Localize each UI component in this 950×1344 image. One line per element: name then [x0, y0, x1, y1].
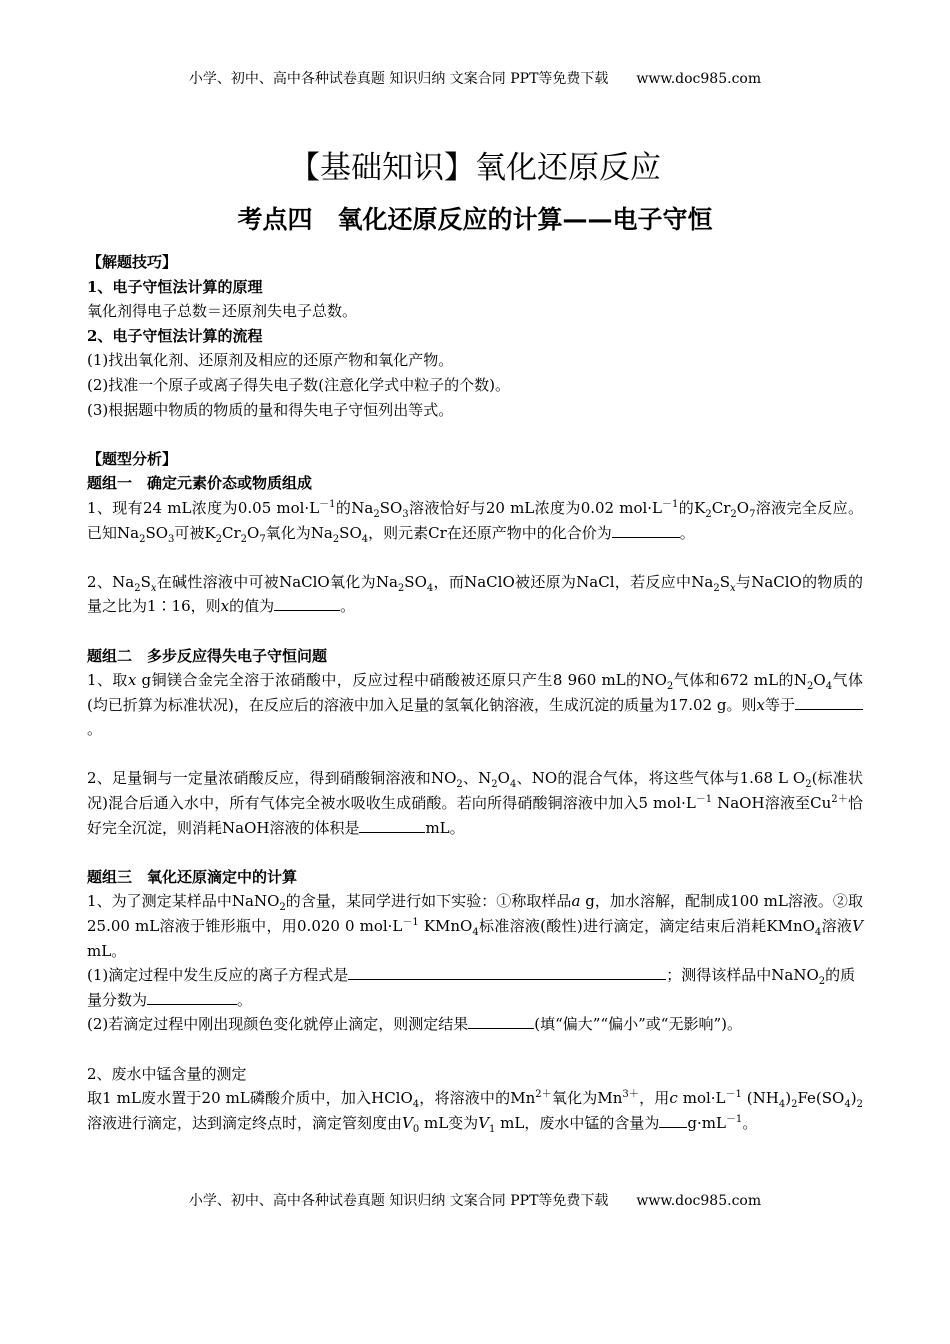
answer-blank[interactable] — [659, 1111, 687, 1128]
answer-blank[interactable] — [468, 1012, 534, 1029]
g3-q1-part1: (1)滴定过程中发生反应的离子方程式是 ；测得该样品中NaNO$_2$的质量分数为 。 — [87, 963, 863, 1012]
g3-question2: 取1 mL废水置于20 mL磷酸介质中，加入HClO$_4$，将溶液中的$Mn^{2+}$氧化为$Mn^{3+}$，用c $mol\cdot L^{-1}$ $(NH_4)_2Fe(SO_4)_2$溶液进行滴定，达到滴定终点时，滴定管刻度由$V_0$ mL变为$V_1$ mL，废水中锰的含量为 $g\cdot mL^{-1}$。 — [87, 1089, 863, 1135]
tips-step: (3)根据题中物质的物质的量和得失电子守恒列出等式。 — [87, 400, 454, 419]
g2-question1: 1、取x g铜镁合金完全溶于浓硝酸中，反应过程中硝酸被还原只产生8 960 mL的$NO_2$气体和672 mL的$N_2O_4$气体(均已折算为标准状况)，在反应后的溶液中加入足量的氢氧化钠溶液，生成沉淀的质量为17.02 g。则x等于。 — [87, 671, 863, 739]
answer-blank[interactable] — [147, 988, 237, 1005]
page-subtitle: 考点四 氧化还原反应的计算——电子守恒 — [237, 205, 713, 234]
g1-question2: 2、$Na_2S_x$在碱性溶液中可被NaClO氧化为$Na_2SO_4$，而NaClO被还原为NaCl，若反应中$Na_2S_x$与NaClO的物质的量之比为1∶16，则x的值为 。 — [87, 572, 863, 616]
page-header — [0, 68, 950, 88]
answer-blank[interactable] — [612, 521, 680, 538]
page-footer — [0, 1190, 950, 1210]
group3-title: 题组三 氧化还原滴定中的计算 — [87, 867, 298, 886]
answer-blank[interactable] — [274, 594, 340, 611]
header-site[interactable]: www.doc985.com — [636, 71, 762, 87]
answer-blank[interactable] — [348, 963, 666, 980]
tips-step: (2)找准一个原子或离子得失电子数(注意化学式中粒子的个数)。 — [87, 375, 510, 394]
g2-question2: 2、足量铜与一定量浓硝酸反应，得到硝酸铜溶液和$NO_2$、$N_2O_4$、NO的混合气体，将这些气体与1.68 L $O_2$(标准状况)混合后通入水中，所有气体完全被水吸收生成硝酸。若向所得硝酸铜溶液中加入5 $mol\cdot L^{-1}$ NaOH溶液至$Cu^{2+}$恰好完全沉淀，则消耗NaOH溶液的体积是 mL。 — [87, 769, 864, 837]
tips-section2-title: 2、电子守恒法计算的流程 — [87, 326, 263, 345]
tips-section1-title: 1、电子守恒法计算的原理 — [87, 277, 263, 296]
tips-heading: 【解题技巧】 — [87, 253, 178, 271]
tips-section1-text: 氧化剂得电子总数＝还原剂失电子总数。 — [87, 302, 358, 321]
footer-text: 小学、初中、高中各种试卷真题 知识归纳 文案合同 PPT等免费下载 — [188, 1193, 609, 1209]
g3-question2-title: 2、废水中锰含量的测定 — [87, 1064, 247, 1083]
page-title: 【基础知识】氧化还原反应 — [289, 150, 661, 186]
g3-question1: 1、为了测定某样品中NaNO$_2$的含量，某同学进行如下实验：①称取样品a g，加水溶解，配制成100 mL溶液。②取25.00 mL溶液于锥形瓶中，用0.020 0 $mol\cdot L^{-1}$ KMnO$_4$标准溶液(酸性)进行滴定，滴定结束后消耗KMnO$_4$溶液V mL。 — [87, 892, 863, 960]
g3-q1-part2: (2)若滴定过程中刚出现颜色变化就停止滴定，则测定结果 (填“偏大”“偏小”或“无影响”)。 — [87, 1012, 863, 1037]
analysis-heading: 【题型分析】 — [87, 449, 178, 468]
answer-blank[interactable] — [359, 816, 425, 833]
g1-question1: 1、现有24 mL浓度为0.05 $mol\cdot L^{-1}$的$Na_2SO_3$溶液恰好与20 mL浓度为0.02 $mol\cdot L^{-1}$的$K_2Cr_2O_7$溶液完全反应。已知$Na_2SO_3$可被$K_2Cr_2O_7$氧化为$Na_2SO_4$，则元素Cr在还原产物中的化合价为 。 — [87, 498, 863, 545]
group2-title: 题组二 多步反应得失电子守恒问题 — [87, 646, 328, 665]
content — [87, 250, 863, 1135]
header-text: 小学、初中、高中各种试卷真题 知识归纳 文案合同 PPT等免费下载 — [188, 71, 609, 87]
tips-step: (1)找出氧化剂、还原剂及相应的还原产物和氧化产物。 — [87, 351, 454, 370]
answer-blank[interactable] — [795, 693, 863, 710]
group1-title: 题组一 确定元素价态或物质组成 — [87, 474, 313, 493]
footer-site[interactable]: www.doc985.com — [636, 1193, 762, 1209]
